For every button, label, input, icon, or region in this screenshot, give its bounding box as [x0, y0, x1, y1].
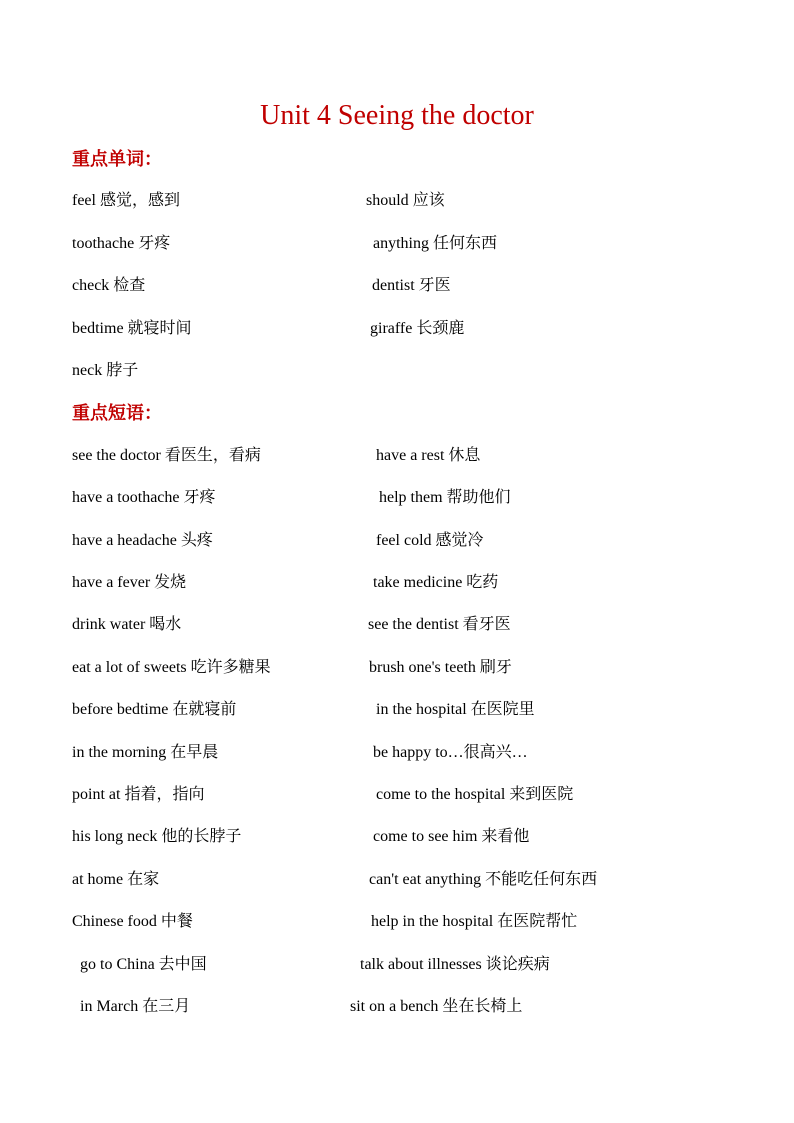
- phrase-item: go to China 去中国: [80, 956, 207, 973]
- phrase-item: come to see him 来看他: [373, 828, 530, 845]
- phrase-item: at home 在家: [72, 871, 160, 888]
- phrase-item: come to the hospital 来到医院: [376, 786, 574, 803]
- phrase-item: sit on a bench 坐在长椅上: [350, 998, 523, 1015]
- phrase-item: before bedtime 在就寝前: [72, 701, 237, 718]
- phrase-item: in the hospital 在医院里: [376, 701, 535, 718]
- vocab-item: bedtime 就寝时间: [72, 320, 192, 337]
- vocab-item: neck 脖子: [72, 362, 139, 379]
- vocab-item: check 检查: [72, 277, 146, 294]
- vocab-item: toothache 牙疼: [72, 235, 171, 252]
- vocab-item: giraffe 长颈鹿: [370, 320, 465, 337]
- phrase-item: in March 在三月: [80, 998, 191, 1015]
- phrase-item: have a fever 发烧: [72, 574, 187, 591]
- phrase-item: brush one's teeth 刷牙: [369, 659, 512, 676]
- vocab-item: anything 任何东西: [373, 235, 497, 252]
- phrase-item: in the morning 在早晨: [72, 744, 219, 761]
- phrase-item: have a toothache 牙疼: [72, 489, 216, 506]
- phrase-item: help them 帮助他们: [379, 489, 511, 506]
- phrase-item: Chinese food 中餐: [72, 913, 193, 930]
- vocab-item: feel 感觉，感到: [72, 192, 180, 209]
- phrase-item: have a headache 头疼: [72, 532, 213, 549]
- vocab-heading: 重点单词：: [72, 149, 162, 169]
- phrase-item: take medicine 吃药: [373, 574, 499, 591]
- phrase-item: see the dentist 看牙医: [368, 616, 511, 633]
- phrases-heading: 重点短语：: [72, 403, 162, 423]
- page-title: Unit 4 Seeing the doctor: [260, 100, 534, 131]
- phrase-item: point at 指着，指向: [72, 786, 205, 803]
- phrase-item: be happy to…很高兴…: [373, 744, 528, 761]
- phrase-item: drink water 喝水: [72, 616, 182, 633]
- phrase-item: help in the hospital 在医院帮忙: [371, 913, 578, 930]
- phrase-item: talk about illnesses 谈论疾病: [360, 956, 550, 973]
- phrase-item: his long neck 他的长脖子: [72, 828, 242, 845]
- vocab-item: dentist 牙医: [372, 277, 451, 294]
- phrase-item: see the doctor 看医生，看病: [72, 447, 261, 464]
- phrase-item: have a rest 休息: [376, 447, 481, 464]
- phrase-item: can't eat anything 不能吃任何东西: [369, 871, 598, 888]
- vocab-item: should 应该: [366, 192, 445, 209]
- phrase-item: eat a lot of sweets 吃许多糖果: [72, 659, 271, 676]
- phrase-item: feel cold 感觉冷: [376, 532, 484, 549]
